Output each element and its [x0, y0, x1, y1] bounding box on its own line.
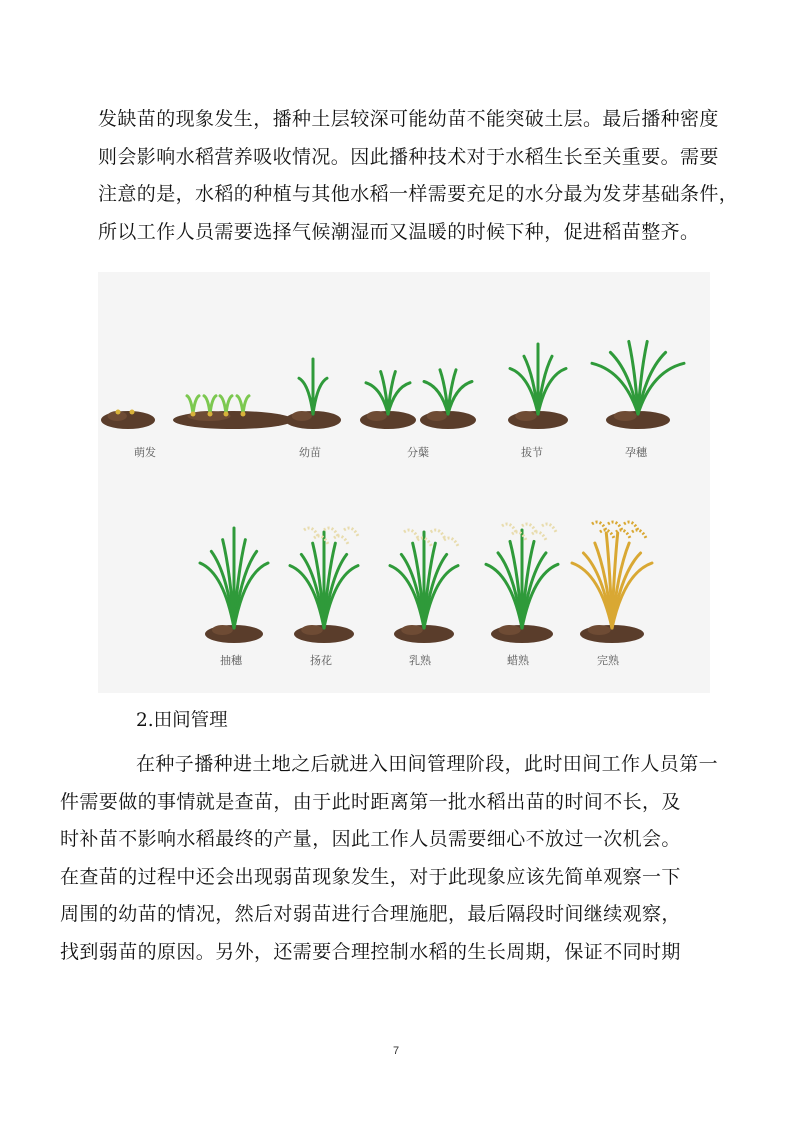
page-number: 7 — [392, 1045, 400, 1057]
rice-panicle — [304, 528, 318, 536]
text-line: 在查苗的过程中还会出现弱苗现象发生，对于此现象应该先简单观察一下 — [60, 865, 681, 888]
stage-label-milk-ripe: 乳熟 — [409, 654, 431, 667]
text-line: 在种子播种进土地之后就进入田间管理阶段，此时田间工作人员第一 — [136, 753, 719, 775]
stage-label-jointing: 拔节 — [521, 446, 543, 459]
rice-panicle — [522, 524, 536, 532]
rice-panicle — [404, 530, 418, 538]
soil-clump — [498, 625, 520, 635]
sprouting-seed — [224, 412, 229, 417]
rice-panicle — [344, 528, 358, 536]
rice-leaf — [440, 370, 448, 414]
text-line: 发缺苗的现象发生，播种土层较深可能幼苗不能突破土层。最后播种密度 — [98, 108, 719, 130]
soil-clump — [301, 625, 323, 635]
rice-panicle — [324, 528, 338, 536]
soil-clump — [588, 625, 611, 635]
rice-leaf — [524, 356, 538, 414]
sprouting-seed — [130, 410, 135, 415]
text-line: 注意的是，水稻的种植与其他水稻一样需要充足的水分最为发芽基础条件， — [98, 183, 739, 205]
soil-clump — [292, 411, 312, 421]
soil-clump — [427, 411, 447, 421]
soil-clump — [212, 625, 233, 635]
rice-leaf — [299, 378, 313, 414]
stage-label-full-ripe: 完熟 — [597, 654, 619, 667]
rice-panicle — [314, 536, 328, 544]
soil-clump — [614, 411, 637, 421]
sprouting-seed — [241, 412, 246, 417]
rice-panicle — [444, 538, 458, 546]
sprouting-seed — [208, 412, 213, 417]
stage-label-booting: 孕穗 — [625, 446, 647, 459]
stage-label-heading: 抽穗 — [220, 654, 242, 667]
rice-panicle — [431, 530, 445, 538]
section-heading: 2.田间管理 — [136, 710, 228, 731]
stage-label-wax-ripe: 蜡熟 — [507, 654, 529, 667]
soil-clump — [515, 411, 537, 421]
rice-panicle — [532, 532, 546, 540]
rice-panicle — [502, 524, 516, 532]
text-line: 时补苗不影响水稻最终的产量，因此工作人员需要细心不放过一次机会。 — [60, 828, 681, 850]
text-line: 件需要做的事情就是查苗，由于此时距离第一批水稻出苗的时间不长，及 — [60, 790, 681, 813]
paragraph-field-management — [60, 746, 719, 971]
rice-leaf — [381, 372, 388, 414]
sprouting-seed — [116, 410, 121, 415]
rice-growth-stages-figure — [98, 272, 710, 693]
stage-label-seedling: 幼苗 — [299, 446, 321, 459]
text-line: 周围的幼苗的情况，然后对弱苗进行合理施肥，最后隔段时间继续观察， — [60, 903, 681, 925]
rice-panicle — [542, 524, 556, 532]
rice-panicle — [632, 530, 646, 538]
text-line: 则会影响水稻营养吸收情况。因此播种技术对于水稻生长至关重要。需要 — [98, 145, 719, 168]
paragraph-continued — [98, 101, 739, 251]
soil-clump — [401, 625, 423, 635]
soil-clump — [367, 411, 387, 421]
rice-leaf — [193, 396, 199, 414]
sprouting-seed — [191, 412, 196, 417]
text-line: 所以工作人员需要选择气候潮湿而又温暖的时候下种，促进稻苗整齐。 — [98, 220, 700, 243]
rice-leaf — [313, 378, 327, 414]
rice-growth-illustration — [98, 272, 710, 693]
stage-label-tillering: 分蘖 — [407, 446, 429, 459]
rice-panicle — [512, 532, 526, 540]
text-line: 找到弱苗的原因。另外，还需要合理控制水稻的生长周期，保证不同时期 — [60, 940, 681, 963]
stage-label-flowering: 扬花 — [310, 654, 332, 667]
stage-label-germination: 萌发 — [134, 446, 156, 459]
